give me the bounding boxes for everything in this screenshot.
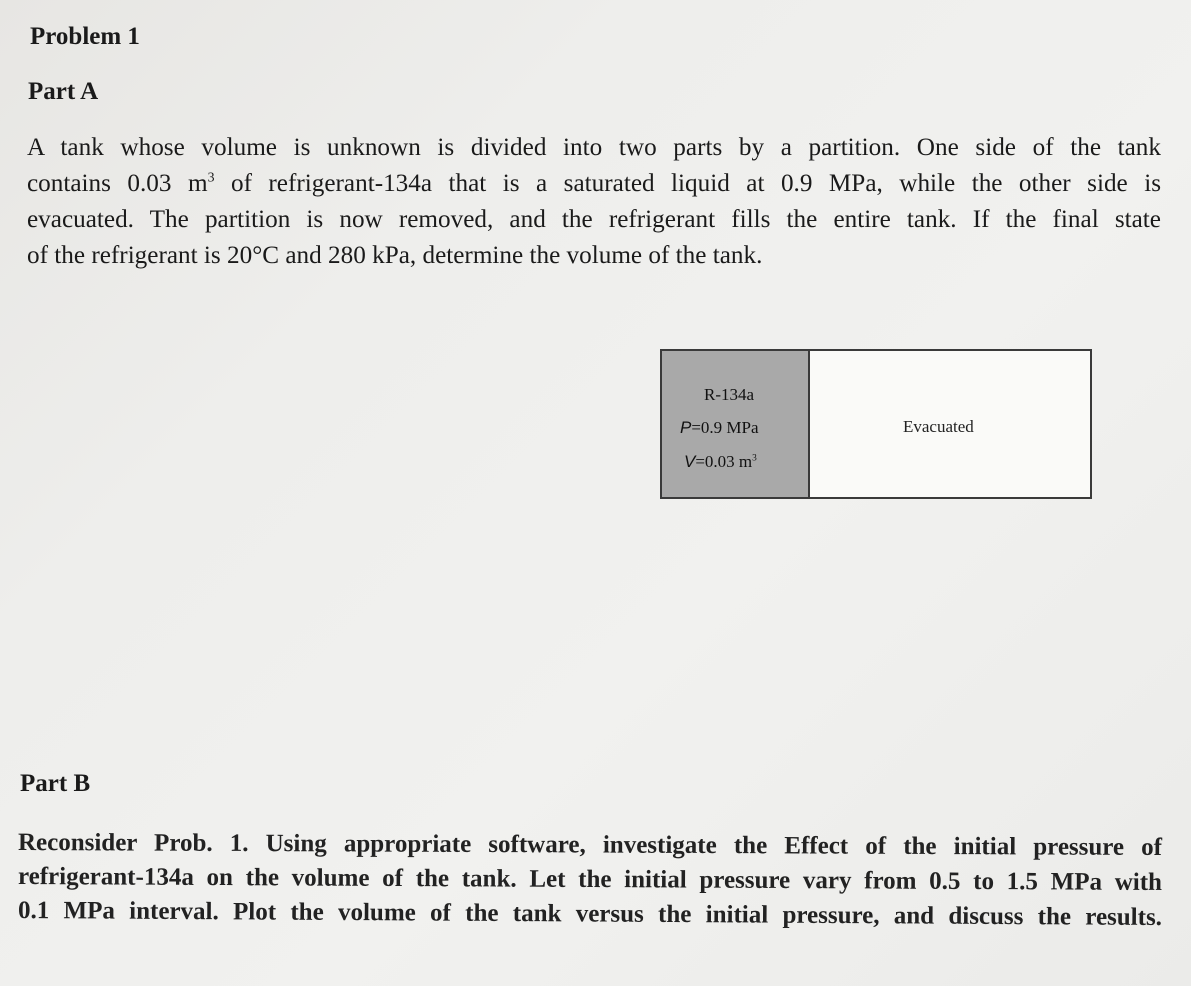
pressure-symbol: P [680, 418, 692, 437]
evacuated-label: Evacuated [903, 417, 974, 436]
pressure-value: =0.9 MPa [691, 418, 759, 437]
part-a-line-2 [27, 166, 1161, 202]
refrigerant-volume-label [684, 452, 757, 472]
part-a-line-3: evacuated. The partition is now removed, and the refrigerant fills the entire tank. If the final state [27, 206, 1161, 233]
problem-title: Problem 1 [30, 23, 140, 50]
part-b-problem-text [17, 826, 1163, 931]
tank-diagram [660, 349, 1092, 499]
part-a-line-4: of the refrigerant is 20°C and 280 kPa, determine the volume of the tank. [27, 242, 763, 269]
cubic-superscript: 3 [207, 169, 215, 185]
part-a-line-1: A tank whose volume is unknown is divided into two parts by a partition. One side of the tank [27, 134, 1161, 161]
part-b-line-1: Reconsider Prob. 1. Using appropriate software, investigate the Effect of the initial pressure of [17, 829, 1163, 861]
part-a-heading: Part A [28, 78, 99, 105]
part-b-line-3: 0.1 MPa interval. Plot the volume of the tank versus the initial pressure, and discuss the results. [17, 897, 1163, 931]
tank-evacuated-compartment [810, 351, 1090, 497]
refrigerant-name-label: R-134a [704, 385, 755, 404]
refrigerant-pressure-label [680, 418, 759, 438]
volume-exponent: 3 [752, 453, 757, 464]
part-a-line-2-end: of refrigerant-134a that is a saturated liquid at 0.9 MPa, while the other side is [214, 170, 1162, 197]
volume-value: =0.03 m [695, 452, 753, 471]
part-b-line-2: refrigerant-134a on the volume of the tank. Let the initial pressure vary from 0.5 to 1.5 MPa with [17, 863, 1163, 896]
tank-refrigerant-compartment [662, 351, 810, 497]
part-a-line-2-start: contains 0.03 m [27, 170, 208, 197]
volume-symbol: V [684, 452, 696, 471]
part-a-problem-text [27, 130, 1161, 274]
part-b-heading: Part B [20, 770, 91, 797]
